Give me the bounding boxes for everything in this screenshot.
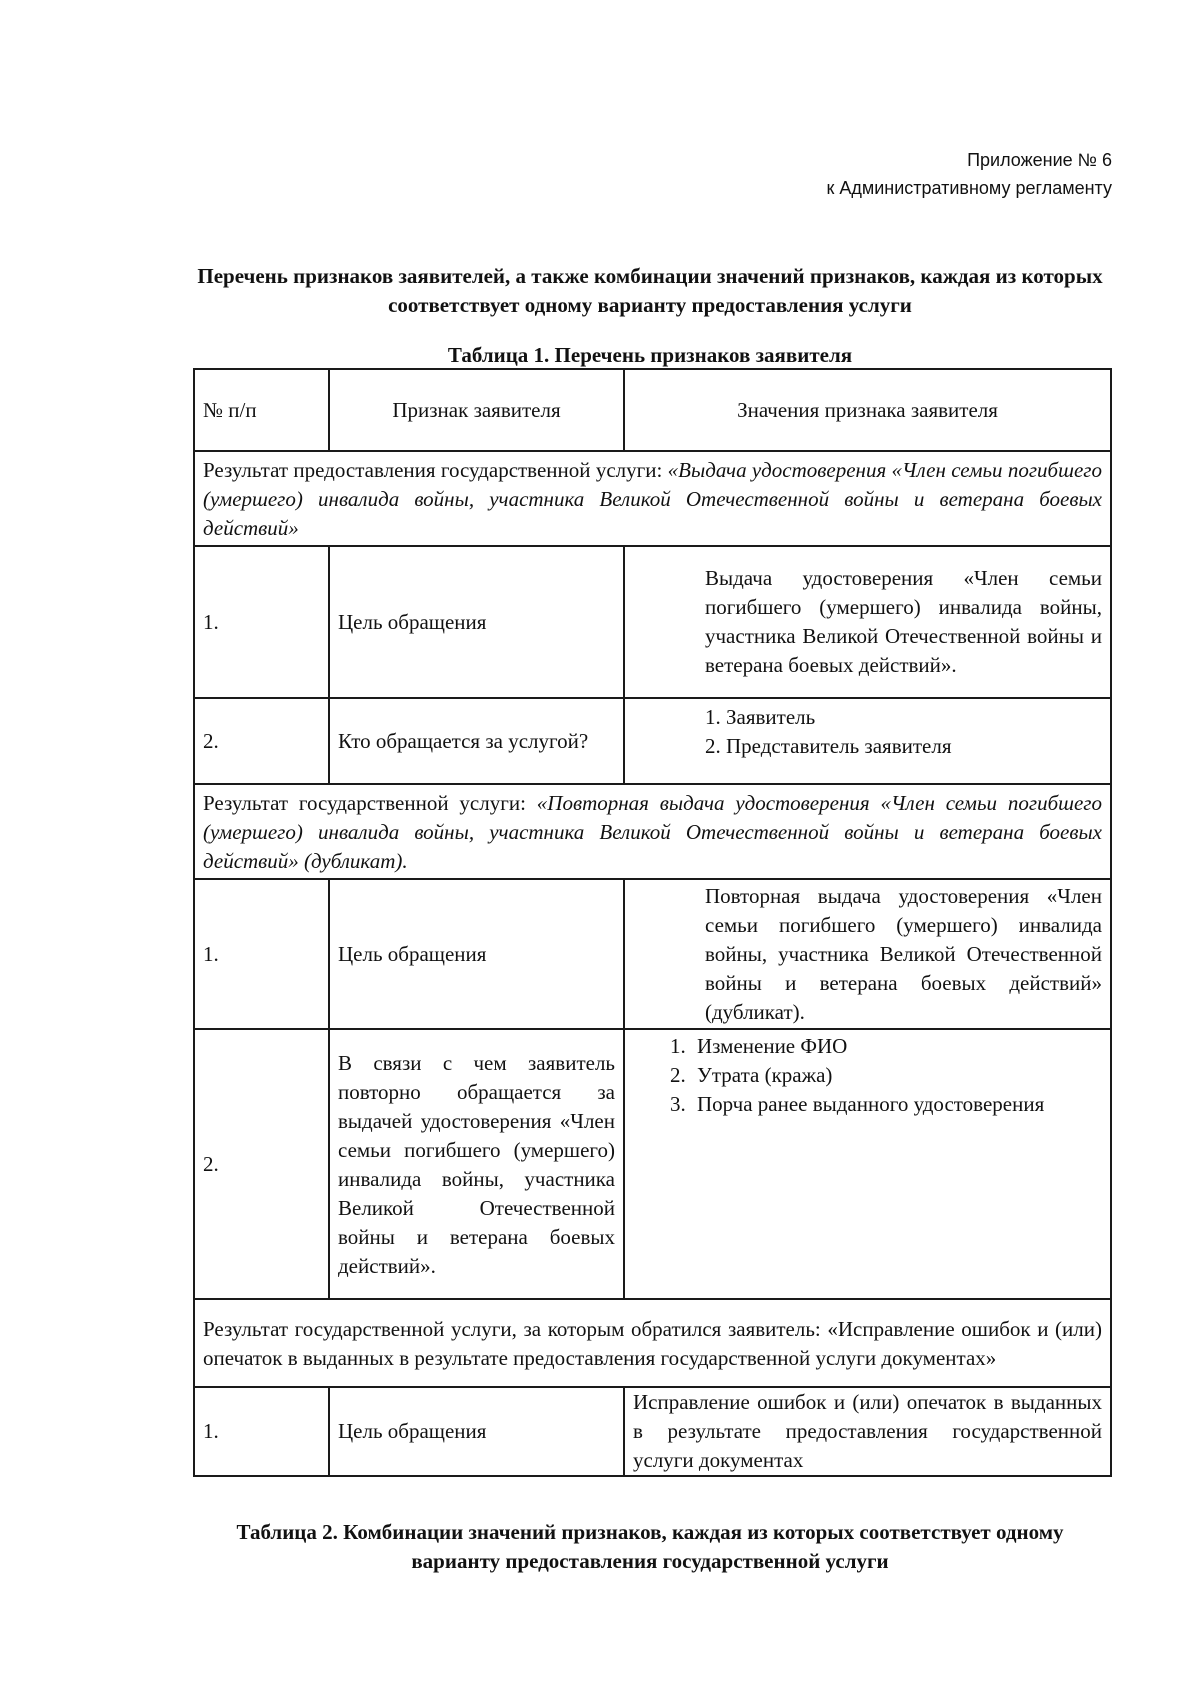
result-value: «Выдача удостоверения «Член семьи погибшего (умершего) инвалида войны, участника Великой Отечественной войны и ветерана боевых действий» — [203, 458, 1102, 540]
list-item: 2. Утрата (кража) — [691, 1061, 1102, 1090]
section-result-row — [194, 451, 1111, 546]
row-value: Выдача удостоверения «Член семьи погибшего (умершего) инвалида войны, участника Великой Отечественной войны и ветерана боевых действий». — [624, 546, 1111, 698]
row-value — [624, 698, 1111, 784]
appendix-regulation: к Административному регламенту — [826, 178, 1112, 198]
row-feature: В связи с чем заявитель повторно обращается за выдачей удостоверения «Член семьи погибшего (умершего) инвалида войны, участника Великой Отечественной войны и ветерана боевых действий». — [329, 1029, 624, 1299]
row-number: 1. — [194, 879, 329, 1029]
row-feature: Цель обращения — [329, 546, 624, 698]
section-result-row — [194, 1299, 1111, 1387]
table-header-row — [194, 369, 1111, 451]
result-label: Результат государственной услуги: — [203, 791, 537, 815]
reasons-list — [665, 1032, 1102, 1119]
table1-caption: Таблица 1. Перечень признаков заявителя — [447, 343, 853, 367]
section-result-row — [194, 784, 1111, 879]
row-value — [624, 1029, 1111, 1299]
list-item: 3. Порча ранее выданного удостоверения — [691, 1090, 1102, 1119]
row-number: 1. — [194, 546, 329, 698]
row-number: 2. — [194, 698, 329, 784]
appendix-header — [826, 146, 1112, 202]
value-applicant: 1. Заявитель — [705, 705, 816, 729]
document-title: Перечень признаков заявителей, а также комбинации значений признаков, каждая из которых соответствует одному варианту предоставления услуги — [197, 264, 1103, 317]
column-header-feature: Признак заявителя — [329, 369, 624, 451]
applicant-features-table — [193, 368, 1112, 1477]
appendix-number: Приложение № 6 — [967, 150, 1112, 170]
section-result-cell: Результат государственной услуги, за которым обратился заявитель: «Исправление ошибок и (или) опечаток в выданных в результате предоставления государственной услуги документах» — [194, 1299, 1111, 1387]
table-row — [194, 879, 1111, 1029]
table2-caption: Таблица 2. Комбинации значений признаков, каждая из которых соответствует одному варианту предоставления государственной услуги — [236, 1520, 1064, 1573]
column-header-number: № п/п — [194, 369, 329, 451]
row-number: 2. — [194, 1029, 329, 1299]
value-representative: 2. Представитель заявителя — [705, 734, 952, 758]
section-result-cell — [194, 451, 1111, 546]
table-row — [194, 1029, 1111, 1299]
row-number: 1. — [194, 1387, 329, 1476]
table-row — [194, 1387, 1111, 1476]
section-result-cell — [194, 784, 1111, 879]
row-feature: Цель обращения — [329, 879, 624, 1029]
column-header-values: Значения признака заявителя — [624, 369, 1111, 451]
result-label: Результат предоставления государственной услуги: — [203, 458, 668, 482]
row-feature: Кто обращается за услугой? — [329, 698, 624, 784]
row-value: Повторная выдача удостоверения «Член семьи погибшего (умершего) инвалида войны, участника Великой Отечественной войны и ветерана боевых действий» (дубликат). — [624, 879, 1111, 1029]
table-row — [194, 546, 1111, 698]
table-row — [194, 698, 1111, 784]
row-value: Исправление ошибок и (или) опечаток в выданных в результате предоставления государственной услуги документах — [624, 1387, 1111, 1476]
result-value: «Повторная выдача удостоверения «Член семьи погибшего (умершего) инвалида войны, участника Великой Отечественной войны и ветерана боевых действий» (дубликат). — [203, 791, 1102, 873]
list-item: 1. Изменение ФИО — [691, 1032, 1102, 1061]
row-feature: Цель обращения — [329, 1387, 624, 1476]
